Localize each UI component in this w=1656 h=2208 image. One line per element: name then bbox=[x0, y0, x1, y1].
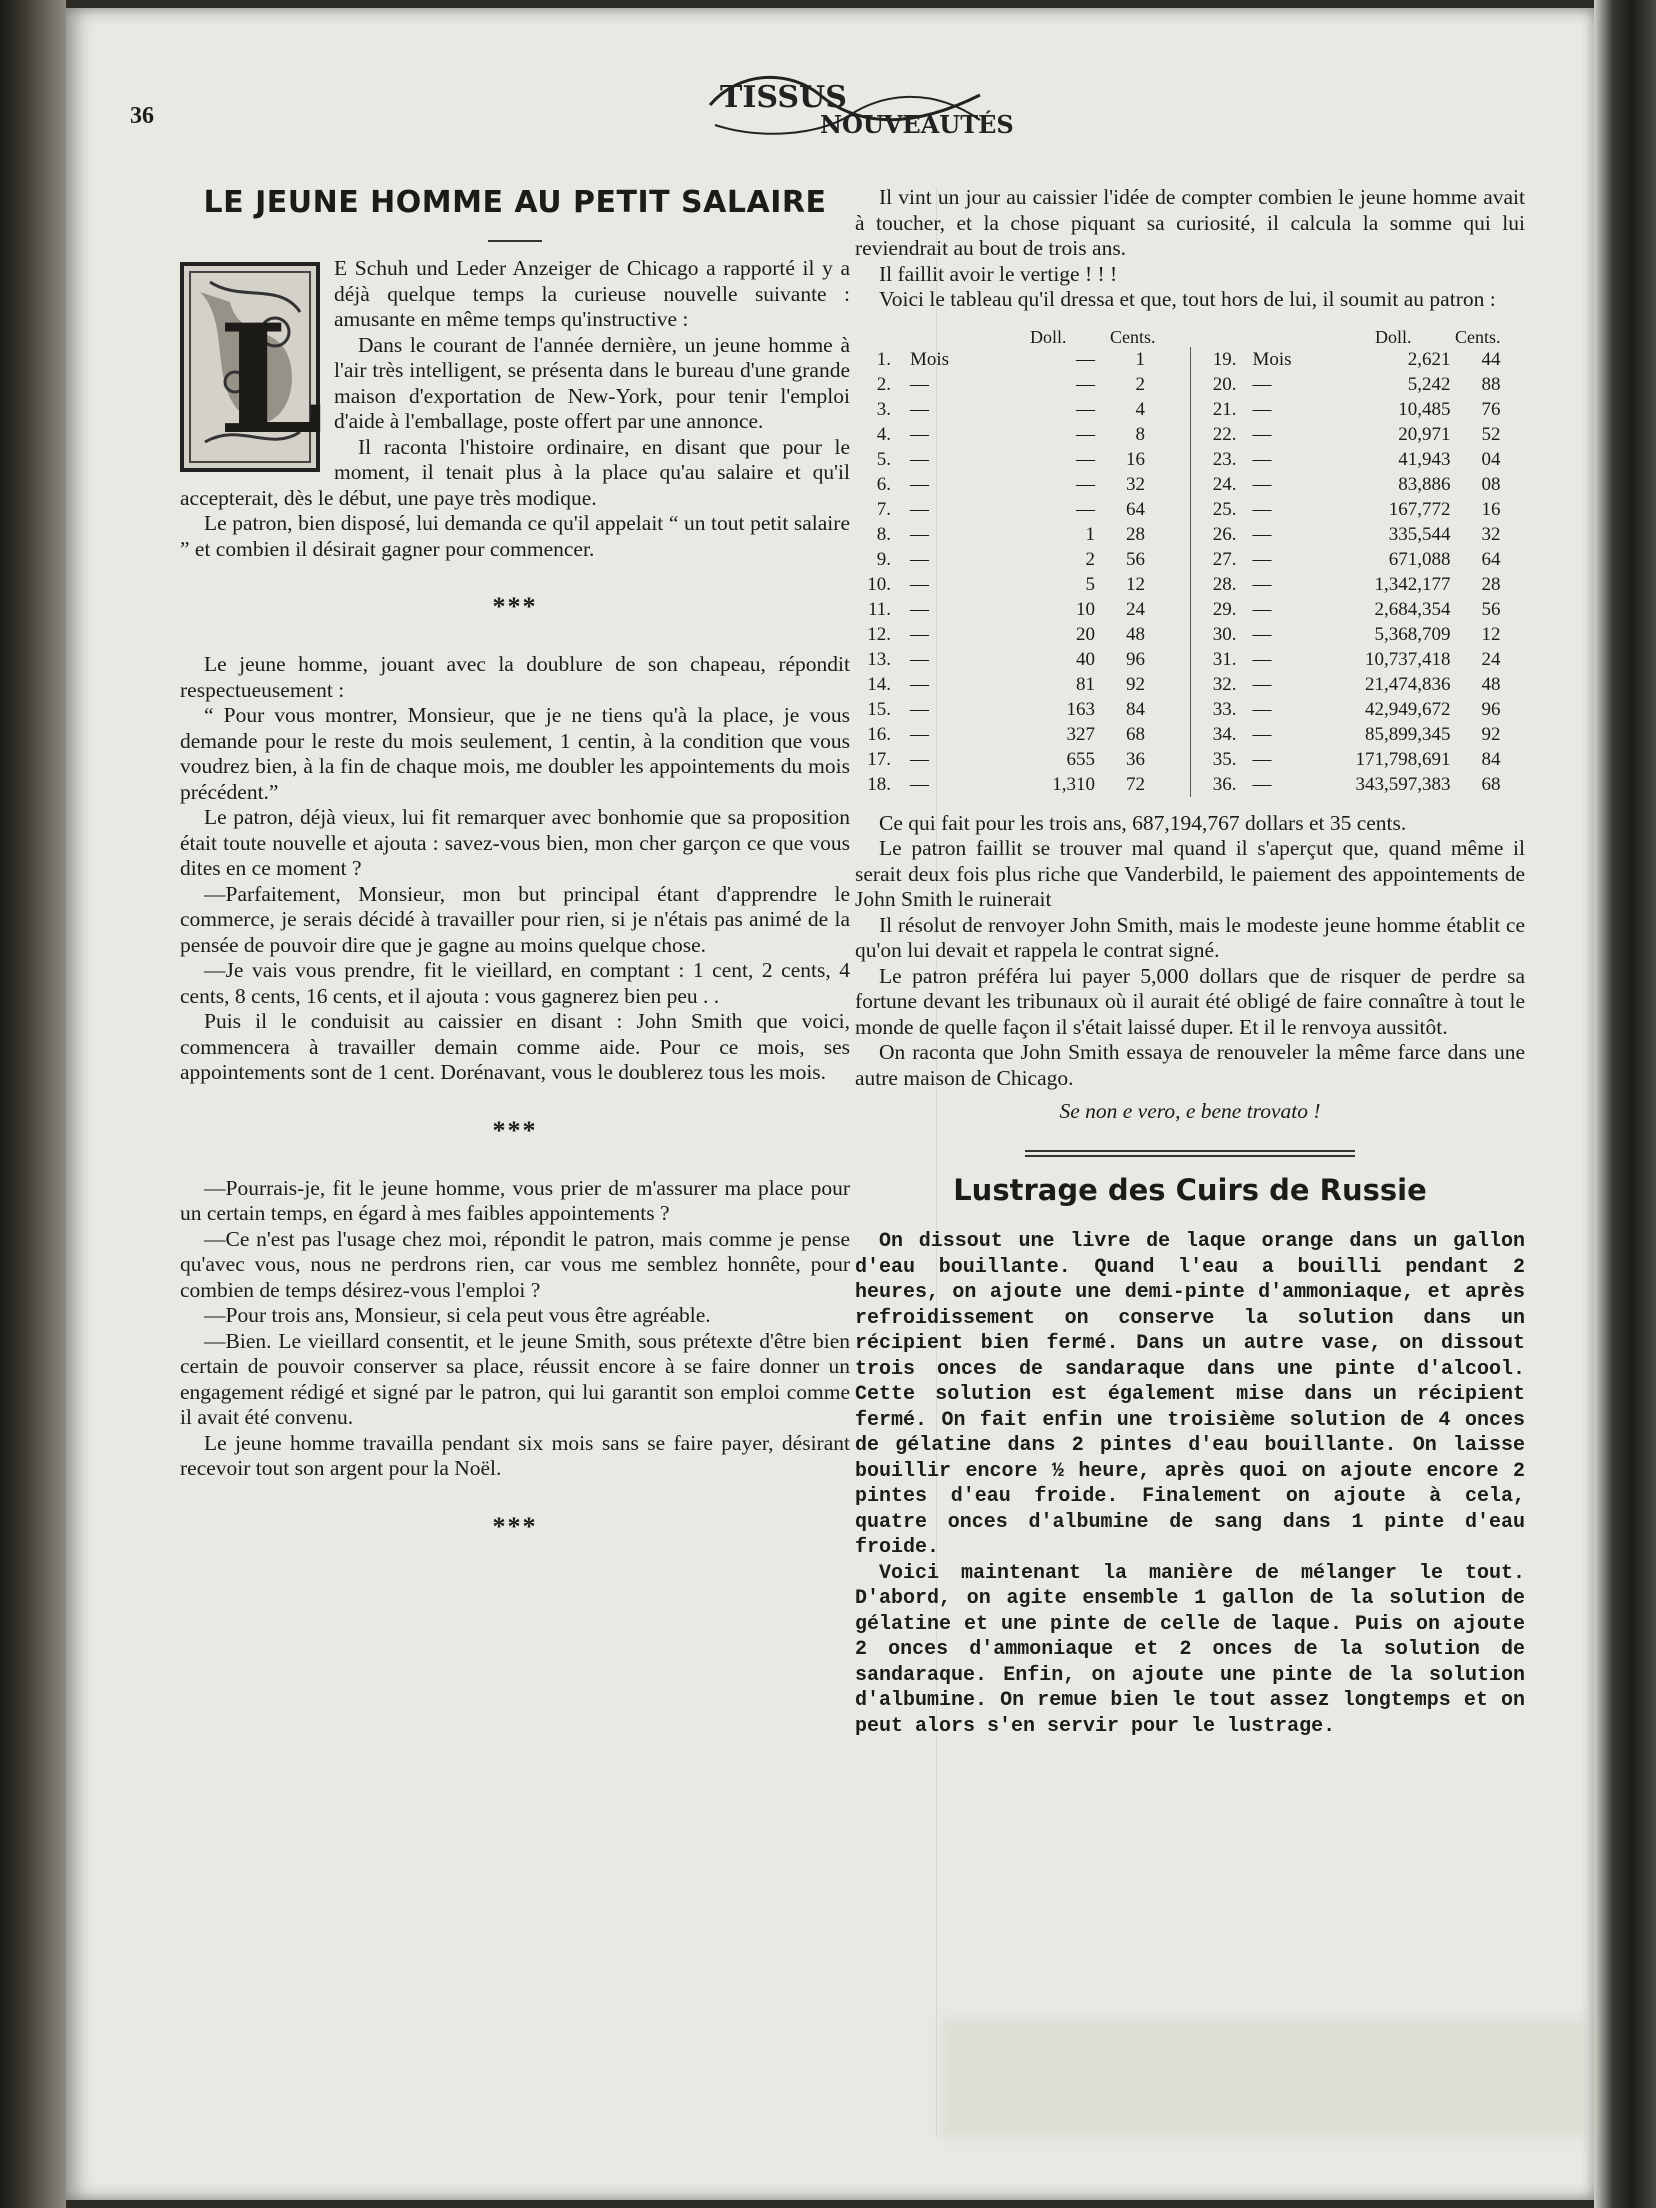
ledger-row bbox=[855, 647, 1190, 672]
ledger-month-number: 5. bbox=[876, 448, 891, 470]
ledger-row bbox=[1191, 372, 1526, 397]
paragraph: Le jeune homme travailla pendant six mois sans se faire payer, désirant recevoir tout son argent pour la Noël. bbox=[180, 1430, 850, 1480]
ledger-row bbox=[1191, 722, 1526, 747]
article-title: Lustrage des Cuirs de Russie bbox=[953, 1173, 1427, 1207]
ledger-unit: — bbox=[1252, 623, 1272, 645]
ledger-unit: — bbox=[1252, 448, 1272, 470]
page-number: 36 bbox=[130, 103, 154, 129]
ledger-unit: — bbox=[910, 773, 929, 795]
title-rule bbox=[488, 240, 542, 242]
ledger-unit: — bbox=[1252, 498, 1272, 520]
ledger-row bbox=[1191, 397, 1526, 422]
ledger-unit: — bbox=[910, 548, 929, 570]
ledger-dollars: 671,088 bbox=[1388, 548, 1451, 570]
ledger-dollars: 163 bbox=[1066, 698, 1095, 720]
ledger-row bbox=[1191, 497, 1526, 522]
ledger-row bbox=[855, 597, 1190, 622]
ledger-unit: — bbox=[910, 698, 929, 720]
ledger-cents: 2 bbox=[1135, 373, 1145, 395]
ledger-month-number: 31. bbox=[1212, 648, 1237, 670]
ledger-month-number: 21. bbox=[1212, 398, 1237, 420]
ledger-dollars: 83,886 bbox=[1398, 473, 1451, 495]
ledger-unit: — bbox=[1252, 648, 1272, 670]
ledger-cents: 24 bbox=[1481, 648, 1501, 670]
ledger-row bbox=[855, 772, 1190, 797]
ledger-month-number: 30. bbox=[1212, 623, 1237, 645]
ledger-cents: 48 bbox=[1126, 623, 1145, 645]
ledger-cents: 52 bbox=[1481, 423, 1501, 445]
ledger-unit: — bbox=[910, 723, 929, 745]
ledger-month-number: 14. bbox=[867, 673, 891, 695]
ledger-month-number: 15. bbox=[867, 698, 891, 720]
ledger-month-number: 25. bbox=[1212, 498, 1237, 520]
closing-quote: Se non e vero, e bene trovato ! bbox=[1059, 1099, 1321, 1123]
ledger-cents: 88 bbox=[1481, 373, 1501, 395]
ledger-row bbox=[1191, 647, 1526, 672]
ornamental-dropcap bbox=[180, 262, 324, 472]
ledger-month-number: 19. bbox=[1212, 348, 1237, 370]
ledger-unit: — bbox=[1252, 698, 1272, 720]
ledger-unit: — bbox=[910, 673, 929, 695]
ledger-row bbox=[1191, 422, 1526, 447]
paragraph: —Pour trois ans, Monsieur, si cela peut vous être agréable. bbox=[204, 1303, 711, 1327]
ledger-cents: 12 bbox=[1481, 623, 1501, 645]
ledger-dollars: 21,474,836 bbox=[1365, 673, 1451, 695]
ledger-unit: — bbox=[910, 498, 929, 520]
ledger-month-number: 16. bbox=[867, 723, 891, 745]
book-spine bbox=[0, 0, 66, 2208]
ledger-row bbox=[1191, 472, 1526, 497]
ledger-dollars: — bbox=[1076, 423, 1095, 445]
paragraph: Il faillit avoir le vertige ! ! ! bbox=[879, 261, 1118, 286]
paragraph: Ce qui fait pour les trois ans, 687,194,767 dollars et 35 cents. bbox=[879, 810, 1407, 835]
ledger-row bbox=[855, 722, 1190, 747]
ledger-dollars: 5 bbox=[1085, 573, 1095, 595]
ledger-cents: 04 bbox=[1481, 448, 1501, 470]
ledger-month-number: 24. bbox=[1212, 473, 1237, 495]
ledger-dollars: 20,971 bbox=[1398, 423, 1451, 445]
paragraph: Dans le courant de l'année dernière, un jeune homme à l'air très intelligent, se présenta dans le bureau d'une grande maison d'exportation de New-York, pour tenir l'emploi d'aide à l'emballage, poste offert par une annonce. bbox=[334, 332, 850, 433]
ledger-unit: — bbox=[1252, 723, 1272, 745]
ledger-cents: 16 bbox=[1481, 498, 1501, 520]
ledger-row bbox=[855, 672, 1190, 697]
masthead-logo bbox=[700, 65, 1014, 145]
ledger-row bbox=[855, 347, 1190, 372]
ledger-cents: 56 bbox=[1126, 548, 1145, 570]
right-column bbox=[855, 185, 1525, 1739]
paragraph: —Parfaitement, Monsieur, mon but principal étant d'apprendre le commerce, je serais décidé à travailler pour rien, si je n'étais pas animé de la pensée de pouvoir dire que je gagne au moins quelque chose. bbox=[180, 881, 850, 957]
ledger-dollars: 2,684,354 bbox=[1374, 598, 1451, 620]
ledger-unit: — bbox=[910, 648, 929, 670]
ledger-header-cents: Cents. bbox=[1455, 326, 1501, 347]
ledger-dollars: 167,772 bbox=[1388, 498, 1451, 520]
ledger-cents: 96 bbox=[1481, 698, 1501, 720]
ledger-dollars: 10,737,418 bbox=[1365, 648, 1451, 670]
ledger-row bbox=[855, 497, 1190, 522]
ledger-month-number: 13. bbox=[867, 648, 891, 670]
ledger-row bbox=[855, 397, 1190, 422]
ledger-unit: — bbox=[910, 573, 929, 595]
ledger-header-doll: Doll. bbox=[1375, 326, 1412, 347]
masthead-line2: NOUVEAUTÉS bbox=[820, 110, 1014, 139]
ledger-cents: 12 bbox=[1126, 573, 1145, 595]
ledger-header-doll: Doll. bbox=[1030, 326, 1067, 347]
ledger-month-number: 8. bbox=[876, 523, 891, 545]
paragraph: Le jeune homme, jouant avec la doublure de son chapeau, répondit respectueusement : bbox=[180, 652, 850, 702]
ledger-dollars: — bbox=[1076, 498, 1095, 520]
ledger-cents: 4 bbox=[1135, 398, 1145, 420]
paragraph: Le patron préféra lui payer 5,000 dollars que de risquer de perdre sa fortune devant les tribunaux où il aurait été obligé de faire connaître à tout le monde de quelle façon il s'était laissé duper. Et il le renvoya aussitôt. bbox=[855, 963, 1525, 1039]
ledger-dollars: 85,899,345 bbox=[1365, 723, 1451, 745]
ledger-dollars: 5,368,709 bbox=[1374, 623, 1451, 645]
ledger-month-number: 17. bbox=[867, 748, 891, 770]
ledger-unit: — bbox=[1252, 573, 1272, 595]
ledger-cents: 28 bbox=[1126, 523, 1145, 545]
ledger-dollars: 42,949,672 bbox=[1365, 698, 1451, 720]
ledger-unit: — bbox=[910, 623, 929, 645]
ledger-month-number: 22. bbox=[1212, 423, 1237, 445]
ledger-month-number: 23. bbox=[1212, 448, 1237, 470]
ledger-header-cents: Cents. bbox=[1110, 326, 1156, 347]
ledger-cents: 8 bbox=[1135, 423, 1145, 445]
ledger-cents: 84 bbox=[1481, 748, 1501, 770]
ledger-month-number: 33. bbox=[1212, 698, 1237, 720]
ledger-month-number: 6. bbox=[876, 473, 891, 495]
ledger-month-number: 10. bbox=[867, 573, 891, 595]
ledger-month-number: 12. bbox=[867, 623, 891, 645]
ledger-unit: — bbox=[1252, 473, 1272, 495]
paragraph: On dissout une livre de laque orange dans un gallon d'eau bouillante. Quand l'eau a bouilli pendant 2 heures, on ajoute une demi-pinte d'ammoniaque, et après refroidissement on conserve la solution dans un récipient bien fermé. Dans un autre vase, on dissout trois onces de sandaraque dans une pinte d'alcool. Cette solution est également mise dans un récipient fermé. On fait enfin une troisième solution de 4 onces de gélatine dans 2 pintes d'eau bouillante. On laisse bouillir encore ½ heure, après quoi on ajoute encore 2 pintes d'eau froide. Finalement on ajoute à cela, quatre onces d'albumine de sang dans 1 pinte d'eau froide. bbox=[855, 1230, 1525, 1559]
ledger-unit: — bbox=[910, 523, 929, 545]
ledger-row bbox=[855, 472, 1190, 497]
ledger-dollars: 41,943 bbox=[1398, 448, 1451, 470]
ledger-row bbox=[1191, 772, 1526, 797]
ledger-cents: 92 bbox=[1481, 723, 1501, 745]
ledger-row bbox=[1191, 547, 1526, 572]
ledger-dollars: 81 bbox=[1076, 673, 1095, 695]
asterism-separator: *** bbox=[492, 1511, 538, 1541]
ledger-unit: — bbox=[910, 448, 929, 470]
dropcap-letter: L bbox=[218, 292, 324, 468]
ledger-header bbox=[855, 325, 1525, 347]
page-edge bbox=[1594, 0, 1656, 2208]
paragraph: “ Pour vous montrer, Monsieur, que je ne tiens qu'à la place, je vous demande pour le reste du mois seulement, 1 centin, à la condition que vous voudrez bien, à la fin de chaque mois, me doubler les appointements du mois précédent.” bbox=[180, 703, 850, 804]
ledger-dollars: 335,544 bbox=[1388, 523, 1451, 545]
ledger-cents: 64 bbox=[1126, 498, 1145, 520]
ledger-unit: — bbox=[910, 473, 929, 495]
ledger-cents: 56 bbox=[1481, 598, 1501, 620]
article-title: LE JEUNE HOMME AU PETIT SALAIRE bbox=[203, 185, 827, 220]
masthead-line1: TISSUS bbox=[720, 80, 847, 115]
paragraph: Voici maintenant la manière de mélanger le tout. D'abord, on agite ensemble 1 gallon de la solution de gélatine et une pinte de celle de laque. Puis on ajoute 2 onces d'ammoniaque et 2 onces de la solution de sandaraque. Enfin, on ajoute une pinte de la solution d'albumine. On remue bien le tout assez longtemps et on peut alors s'en servir pour le lustrage. bbox=[855, 1561, 1525, 1738]
ledger-month-number: 35. bbox=[1212, 748, 1237, 770]
ledger-cents: 1 bbox=[1135, 348, 1145, 370]
ledger-unit: — bbox=[1252, 773, 1272, 795]
left-column bbox=[180, 185, 850, 1572]
ledger-month-number: 20. bbox=[1212, 373, 1237, 395]
ledger-unit: — bbox=[1252, 673, 1272, 695]
ledger-unit: — bbox=[1252, 398, 1272, 420]
ledger-unit: — bbox=[1252, 748, 1272, 770]
ledger-cents: 68 bbox=[1481, 773, 1501, 795]
ledger-cents: 32 bbox=[1481, 523, 1501, 545]
paragraph: On raconta que John Smith essaya de renouveler la même farce dans une autre maison de Chicago. bbox=[855, 1040, 1525, 1090]
ledger-unit: — bbox=[1252, 523, 1272, 545]
ledger-month-number: 29. bbox=[1212, 598, 1237, 620]
paragraph: Il résolut de renvoyer John Smith, mais le modeste jeune homme établit ce qu'on lui devait et rappela le contrat signé. bbox=[855, 912, 1525, 962]
ledger-dollars: 2,621 bbox=[1407, 348, 1451, 370]
ledger-unit: Mois bbox=[1252, 348, 1292, 370]
ledger-dollars: 1,310 bbox=[1052, 773, 1095, 795]
ledger-month-number: 3. bbox=[876, 398, 891, 420]
ledger-row bbox=[855, 572, 1190, 597]
paragraph: Il vint un jour au caissier l'idée de compter combien le jeune homme avait à toucher, et la chose piquant sa curiosité, il calcula la somme qui lui reviendrait au bout de trois ans. bbox=[855, 185, 1525, 260]
section-divider bbox=[1025, 1150, 1355, 1157]
ledger-cents: 48 bbox=[1481, 673, 1501, 695]
ledger-month-number: 26. bbox=[1212, 523, 1237, 545]
ledger-cents: 16 bbox=[1126, 448, 1145, 470]
ledger-cents: 28 bbox=[1481, 573, 1501, 595]
ledger-month-number: 36. bbox=[1212, 773, 1237, 795]
ledger-cents: 44 bbox=[1481, 348, 1501, 370]
paragraph: E Schuh und Leder Anzeiger de Chicago a rapporté il y a déjà quelque temps la curieuse nouvelle suivante : amusante en même temps qu'instructive : bbox=[334, 256, 850, 331]
ledger-month-number: 1. bbox=[876, 348, 891, 370]
ledger-row bbox=[855, 547, 1190, 572]
ledger-dollars: 10,485 bbox=[1398, 398, 1451, 420]
ledger-dollars: — bbox=[1076, 398, 1095, 420]
ledger-dollars: 40 bbox=[1076, 648, 1095, 670]
ledger-dollars: 20 bbox=[1076, 623, 1095, 645]
ledger-unit: — bbox=[910, 748, 929, 770]
ledger-dollars: 655 bbox=[1066, 748, 1095, 770]
article-body bbox=[855, 1229, 1525, 1739]
ledger-month-number: 18. bbox=[867, 773, 891, 795]
paragraph: —Pourrais-je, fit le jeune homme, vous prier de m'assurer ma place pour un certain temps, en égard à mes faibles appointements ? bbox=[180, 1175, 850, 1225]
paper-stain bbox=[941, 2018, 1591, 2138]
ledger-row bbox=[855, 447, 1190, 472]
ledger-month-number: 9. bbox=[876, 548, 891, 570]
paragraph: Voici le tableau qu'il dressa et que, tout hors de lui, il soumit au patron : bbox=[879, 287, 1496, 311]
paragraph: Le patron, bien disposé, lui demanda ce qu'il appelait “ un tout petit salaire ” et combien il désirait gagner pour commencer. bbox=[180, 511, 850, 561]
ledger-month-number: 7. bbox=[876, 498, 891, 520]
ledger-month-number: 2. bbox=[876, 373, 891, 395]
ledger-month-number: 4. bbox=[876, 423, 891, 445]
ledger-dollars: 1,342,177 bbox=[1374, 573, 1451, 595]
ledger-unit: — bbox=[1252, 548, 1272, 570]
ledger-dollars: — bbox=[1076, 448, 1095, 470]
ledger-cents: 92 bbox=[1126, 673, 1145, 695]
ledger-row bbox=[1191, 622, 1526, 647]
ledger-month-number: 34. bbox=[1212, 723, 1237, 745]
ledger-unit: — bbox=[910, 598, 929, 620]
ledger-row bbox=[1191, 747, 1526, 772]
ledger-cents: 72 bbox=[1126, 773, 1145, 795]
ledger-row bbox=[1191, 672, 1526, 697]
ledger-dollars: 5,242 bbox=[1407, 373, 1451, 395]
ledger-cents: 08 bbox=[1481, 473, 1501, 495]
ledger-row bbox=[855, 622, 1190, 647]
ledger-dollars: — bbox=[1076, 373, 1095, 395]
ledger-right-half bbox=[1191, 347, 1526, 797]
paragraph: Le patron faillit se trouver mal quand il s'aperçut que, quand même il serait deux fois plus riche que Vanderbild, le paiement des appointements de John Smith le ruinerait bbox=[855, 836, 1525, 911]
ledger-unit: — bbox=[910, 423, 929, 445]
ledger-dollars: — bbox=[1076, 348, 1095, 370]
ledger-dollars: 10 bbox=[1076, 598, 1095, 620]
ledger-row bbox=[1191, 597, 1526, 622]
ledger-cents: 76 bbox=[1481, 398, 1501, 420]
ledger-dollars: — bbox=[1076, 473, 1095, 495]
ledger-row bbox=[855, 372, 1190, 397]
ledger-row bbox=[855, 747, 1190, 772]
asterism-separator: *** bbox=[492, 592, 538, 621]
ledger-row bbox=[1191, 447, 1526, 472]
ledger-dollars: 171,798,691 bbox=[1355, 748, 1451, 770]
ledger-left-half bbox=[855, 347, 1191, 797]
ledger-row bbox=[855, 522, 1190, 547]
ledger-unit: — bbox=[1252, 423, 1272, 445]
ledger-month-number: 11. bbox=[867, 598, 891, 620]
ledger-row bbox=[1191, 522, 1526, 547]
paragraph: Puis il le conduisit au caissier en disant : John Smith que voici, commencera à travailler demain comme aide. Pour ce mois, ses appointements sont de 1 cent. Dorénavant, vous le doublerez tous les mois. bbox=[180, 1009, 850, 1084]
ledger-unit: — bbox=[1252, 373, 1272, 395]
ledger-dollars: 343,597,383 bbox=[1355, 773, 1451, 795]
ledger-row bbox=[1191, 697, 1526, 722]
salary-ledger-table bbox=[855, 325, 1525, 797]
ledger-cents: 24 bbox=[1126, 598, 1145, 620]
ledger-row bbox=[855, 697, 1190, 722]
ledger-dollars: 2 bbox=[1085, 548, 1095, 570]
ledger-cents: 36 bbox=[1126, 748, 1145, 770]
ledger-month-number: 32. bbox=[1212, 673, 1237, 695]
paragraph: —Bien. Le vieillard consentit, et le jeune Smith, sous prétexte d'être bien certain de pouvoir conserver sa place, réussit encore à se faire donner un engagement rédigé et signé par le patron, qui lui garantit son emploi comme il avait été convenu. bbox=[180, 1328, 850, 1429]
ledger-month-number: 28. bbox=[1212, 573, 1237, 595]
ledger-unit: — bbox=[910, 398, 929, 420]
paragraph: —Ce n'est pas l'usage chez moi, répondit le patron, mais comme je pense qu'avec vous, nous ne perdrons rien, car vous me semblez honnête, pour combien de temps désirez-vous l'emploi ? bbox=[180, 1226, 850, 1302]
paragraph: Il raconta l'histoire ordinaire, en disant que pour le moment, il tenait plus à la place qu'au salaire et qu'il accepterait, dès le début, une paye très modique. bbox=[180, 434, 850, 510]
ledger-row bbox=[855, 422, 1190, 447]
ledger-cents: 96 bbox=[1126, 648, 1145, 670]
ledger-dollars: 327 bbox=[1066, 723, 1095, 745]
ledger-unit: — bbox=[1252, 598, 1272, 620]
ledger-dollars: 1 bbox=[1085, 523, 1095, 545]
ledger-cents: 64 bbox=[1481, 548, 1501, 570]
ledger-cents: 68 bbox=[1126, 723, 1145, 745]
ledger-row bbox=[1191, 572, 1526, 597]
ledger-cents: 32 bbox=[1126, 473, 1145, 495]
paragraph: —Je vais vous prendre, fit le vieillard, en comptant : 1 cent, 2 cents, 4 cents, 8 cents, 16 cents, et il ajouta : vous gagnerez bien peu . . bbox=[180, 958, 850, 1008]
asterism-separator: *** bbox=[492, 1115, 538, 1145]
ledger-row bbox=[1191, 347, 1526, 372]
ledger-month-number: 27. bbox=[1212, 548, 1237, 570]
paragraph: Le patron, déjà vieux, lui fit remarquer avec bonhomie que sa proposition était toute nouvelle et ajouta : savez-vous bien, mon cher garçon ce que vous dites en ce moment ? bbox=[180, 805, 850, 880]
ledger-unit: Mois bbox=[910, 348, 950, 370]
ledger-cents: 84 bbox=[1126, 698, 1145, 720]
ledger-unit: — bbox=[910, 373, 929, 395]
